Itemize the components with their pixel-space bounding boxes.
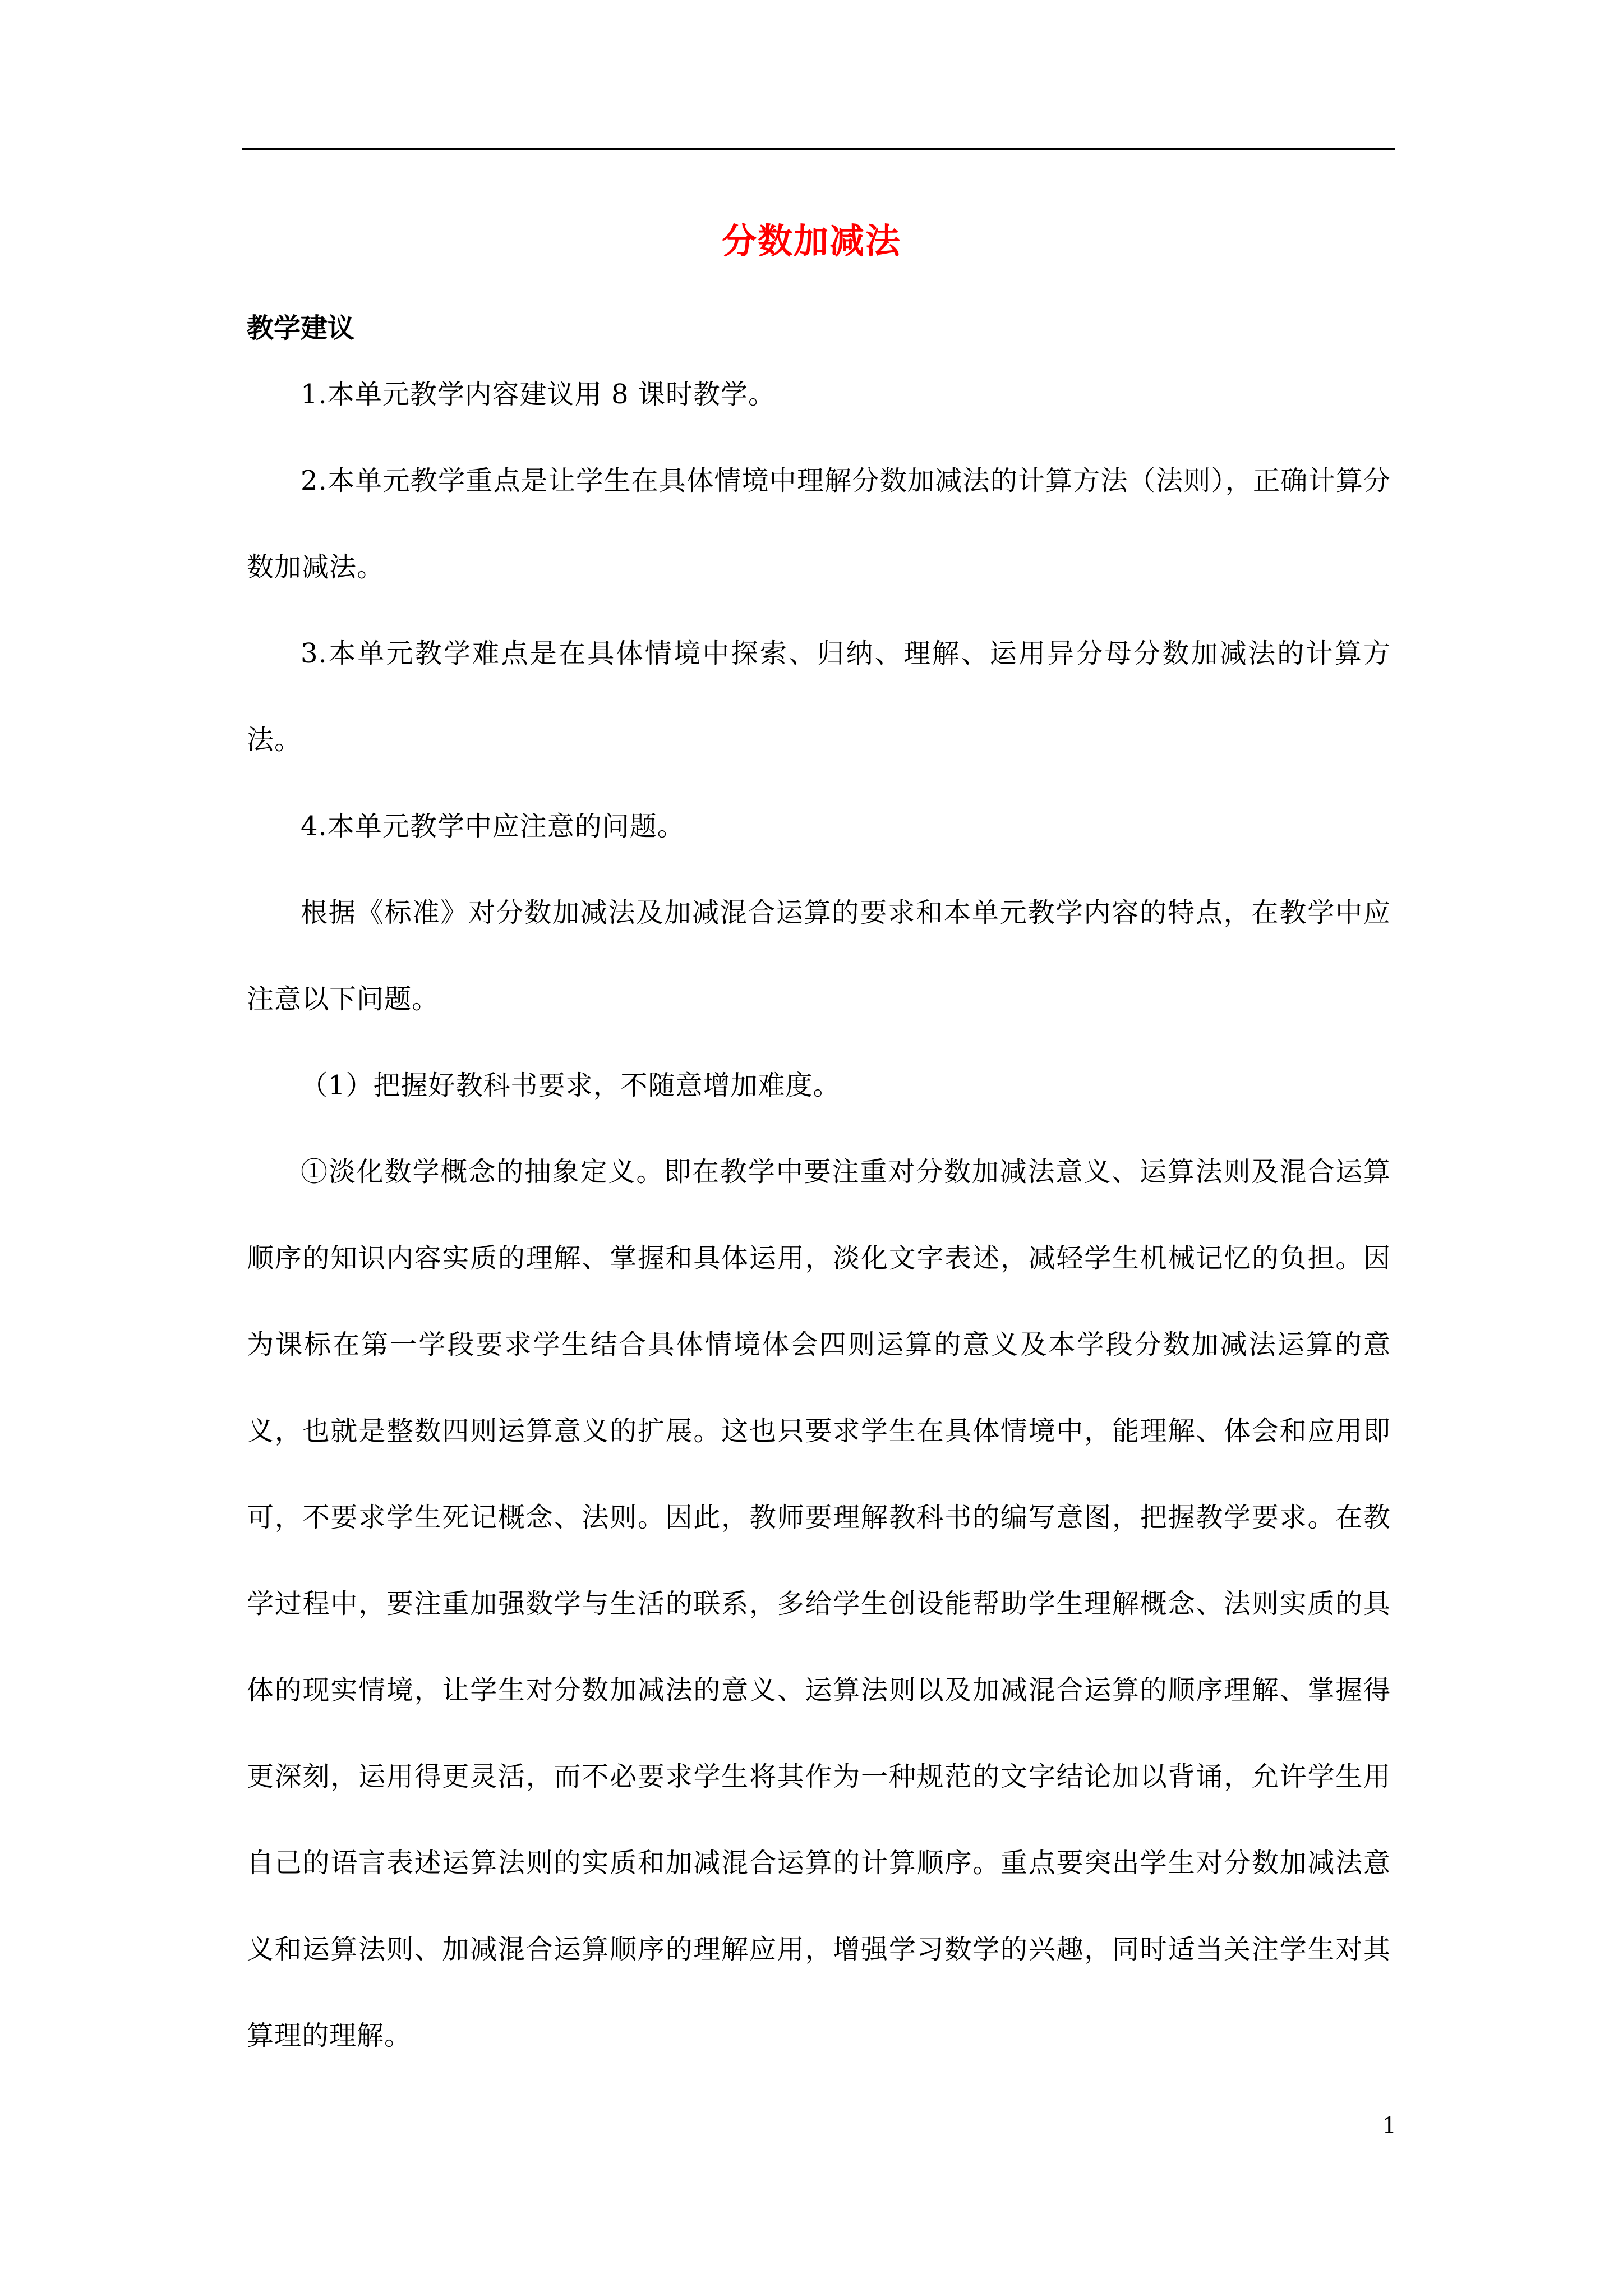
paragraph-lesson-hours: 1.本单元教学内容建议用 8 课时教学。 — [301, 379, 776, 410]
document-title: 分数加减法 — [721, 220, 901, 261]
paragraph-standards: 根据《标准》对分数加减法及加减混合运算的要求和本单元教学内容的特点，在教学中应注意以下问题。 — [247, 897, 1391, 1015]
paragraph-attention-issues: 4.本单元教学中应注意的问题。 — [301, 811, 685, 842]
paragraph-item-1: （1）把握好教科书要求，不随意增加难度。 — [301, 1070, 841, 1101]
section-heading: 教学建议 — [247, 312, 355, 344]
paragraph-difficulties: 3.本单元教学难点是在具体情境中探索、归纳、理解、运用异分母分数加减法的计算方法。 — [247, 638, 1391, 756]
paragraph-key-points: 2.本单元教学重点是让学生在具体情境中理解分数加减法的计算方法（法则），正确计算分数加减法。 — [247, 465, 1391, 583]
header-rule — [242, 148, 1395, 150]
page-number: 1 — [1382, 2113, 1396, 2139]
paragraph-item-1-detail: ①淡化数学概念的抽象定义。即在教学中要注重对分数加减法意义、运算法则及混合运算顺序的知识内容实质的理解、掌握和具体运用，淡化文字表述，减轻学生机械记忆的负担。因为课标在第一学段要求学生结合具体情境体会四则运算的意义及本学段分数加减法运算的意义，也就是整数四则运算意义的扩展。这也只要求学生在具体情境中，能理解、体会和应用即可，不要求学生死记概念、法则。因此，教师要理解教科书的编写意图，把握教学要求。在教学过程中，要注重加强数学与生活的联系，多给学生创设能帮助学生理解概念、法则实质的具体的现实情境，让学生对分数加减法的意义、运算法则以及加减混合运算的顺序理解、掌握得更深刻，运用得更灵活，而不必要求学生将其作为一种规范的文字结论加以背诵，允许学生用自己的语言表述运算法则的实质和加减混合运算的计算顺序。重点要突出学生对分数加减法意义和运算法则、加减混合运算顺序的理解应用，增强学习数学的兴趣，同时适当关注学生对其算理的理解。 — [247, 1156, 1391, 2051]
document-body — [247, 351, 1391, 2079]
